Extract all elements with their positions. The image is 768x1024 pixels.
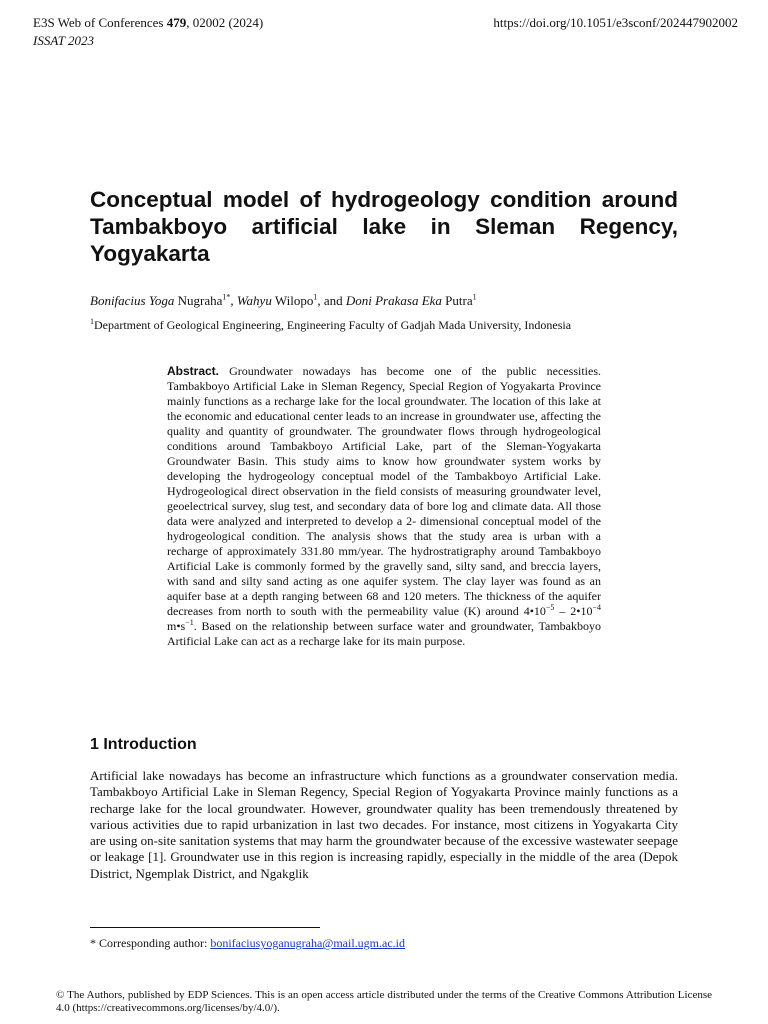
- author-2-given-name: Wahyu: [236, 293, 272, 308]
- abstract-exponent: −1: [185, 618, 194, 627]
- license-statement: © The Authors, published by EDP Sciences. This is an open access article distributed under the terms of the Creative Commons Attribution License 4.0 (https://creativecommons.org/licenses/by/4.0/).: [56, 989, 712, 1014]
- journal-citation: [33, 14, 263, 32]
- abstract: [167, 364, 601, 649]
- author-2-affiliation-mark: 1: [313, 292, 318, 302]
- section-heading-introduction: 1 Introduction: [90, 736, 197, 753]
- author-separator: , and: [317, 293, 346, 308]
- conference-name: ISSAT 2023: [33, 33, 95, 48]
- author-3-family-name: Putra: [441, 293, 473, 308]
- journal-name: E3S Web of Conferences: [33, 15, 167, 30]
- abstract-exponent: −4: [592, 603, 601, 612]
- doi-link[interactable]: https://doi.org/10.1051/e3sconf/202447902002: [493, 15, 738, 30]
- author-separator: ,: [230, 293, 237, 308]
- paper-title: Conceptual model of hydrogeology condition around Tambakboyo artificial lake in Sleman Regency, Yogyakarta: [90, 187, 678, 266]
- abstract-text: Groundwater nowadays has become one of the public necessities. Tambakboyo Artificial Lake in Sleman Regency, Special Region of Yogyakarta Province mainly functions as a recharge lake for the local groundwater. The location of this lake at the economic and educational center leads to an increase in groundwater use, affecting the quality and quantity of groundwater. The groundwater flows through hydrogeological conditions around Tambakboyo Artificial Lake, part of the Sleman-Yogyakarta Groundwater Basin. This study aims to know how groundwater system works by developing the hydrogeology conceptual model of the Tambakboyo Artificial Lake. Hydrogeological direct observation in the field consists of measuring groundwater level, geoelectrical survey, slug test, and secondary data of bore log and climate data. All those data were analyzed and interpreted to develop a 2- dimensional conceptual model of the hydrogeological condition. The analysis shows that the study area is urban with a recharge of approximately 331.80 mm/year. The hydrostratigraphy around Tambakboyo Artificial Lake is commonly formed by the gravelly sand, silty sand, and breccia layers, with sand and silty sand acting as one aquifer system. The clay layer was found as an aquifer base at a depth ranging between 68 and 120 meters. The thickness of the aquifer decreases from north to south with the permeability value (K) around 4•10: [167, 364, 601, 618]
- abstract-text: m•s: [167, 619, 186, 633]
- journal-volume: 479: [166, 15, 187, 30]
- author-3-given-name: Doni Prakasa Eka: [345, 293, 442, 308]
- footnote-divider: [90, 927, 320, 928]
- article-number: , 02002 (2024): [186, 15, 264, 30]
- author-1-affiliation-mark: 1*: [222, 292, 231, 302]
- abstract-exponent: −5: [545, 603, 555, 612]
- abstract-text: . Based on the relationship between surface water and groundwater, Tambakboyo Artificial Lake can act as a recharge lake for its main purpose.: [167, 619, 601, 648]
- author-1-given-name: Bonifacius Yoga: [90, 293, 175, 308]
- running-header-left: [33, 14, 263, 50]
- abstract-text: – 2•10: [554, 604, 593, 618]
- corresponding-author-footnote: [90, 935, 405, 951]
- affiliation-text: Department of Geological Engineering, Engineering Faculty of Gadjah Mada University, Indonesia: [94, 318, 572, 332]
- author-list: [90, 292, 477, 310]
- corresponding-author-email-link[interactable]: bonifaciusyoganugraha@mail.ugm.ac.id: [210, 936, 405, 950]
- author-2-family-name: Wilopo: [271, 293, 314, 308]
- author-3-affiliation-mark: 1: [472, 292, 477, 302]
- introduction-paragraph: Artificial lake nowadays has become an infrastructure which functions as a groundwater conservation media. Tambakboyo Artificial Lake in Sleman Regency, Special Region of Yogyakarta Province mainly functions as a recharge lake for the local groundwater. However, groundwater quality has been tremendously threatened by various activities due to rapid urbanization in last two decades. For instance, most citizens in Yogyakarta City are using on-site sanitation systems that may harm the groundwater because of the excessive wastewater seepage or leakage [1]. Groundwater use in this region is increasing rapidly, especially in the middle of the area (Depok District, Ngemplak District, and Ngakglik: [90, 768, 678, 881]
- author-1-family-name: Nugraha: [174, 293, 223, 308]
- abstract-label: Abstract.: [167, 364, 220, 378]
- footnote-label: * Corresponding author:: [90, 936, 211, 950]
- affiliation-mark: 1: [90, 317, 94, 326]
- affiliation: [90, 317, 571, 333]
